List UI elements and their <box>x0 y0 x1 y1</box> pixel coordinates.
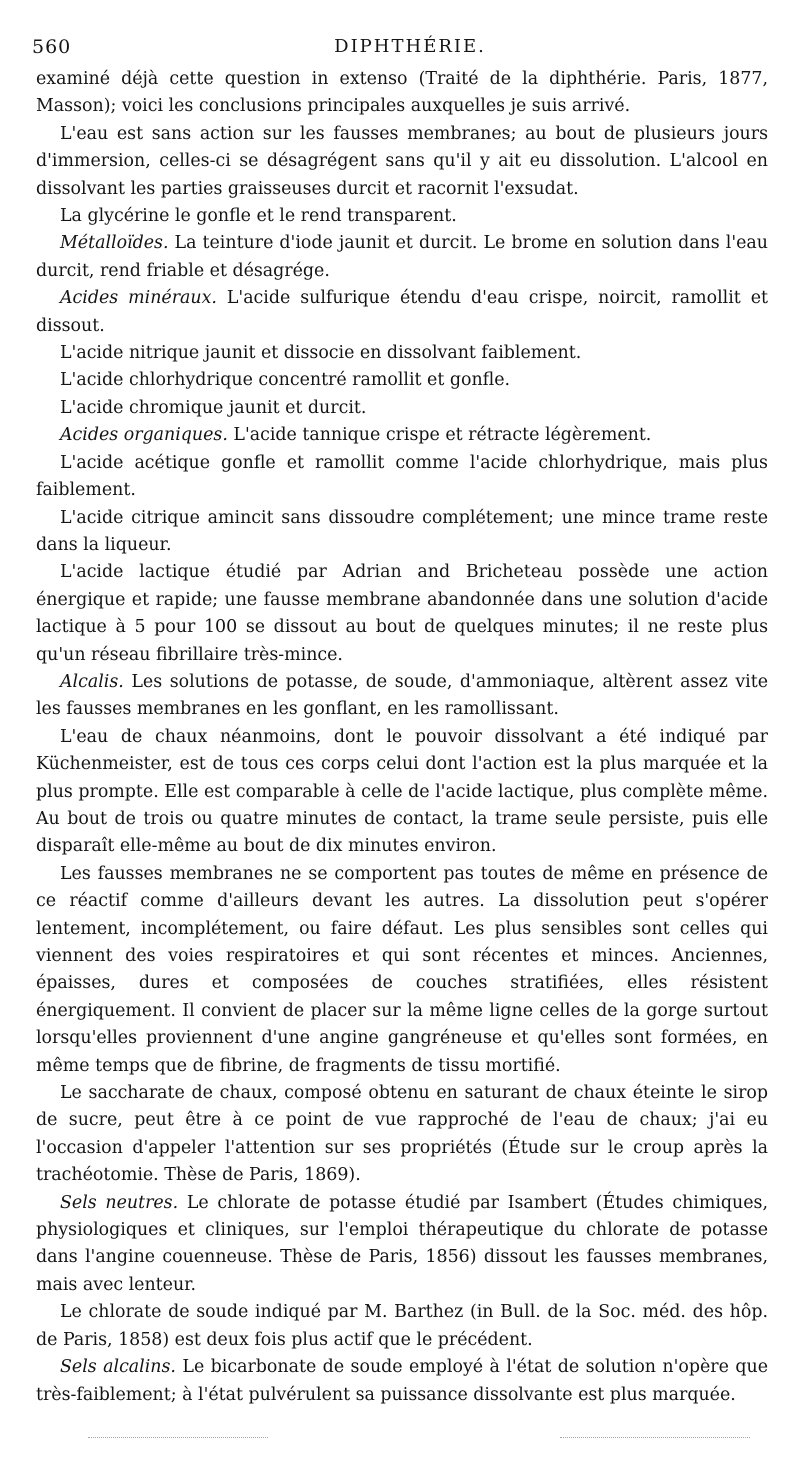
paragraph <box>36 203 768 230</box>
paragraph-text: L'acide acétique gonfle et ramollit comme l'acide chlorhydrique, mais plus faiblement. <box>36 452 768 501</box>
paragraph-text: L'eau de chaux néanmoins, dont le pouvoir dissolvant a été indiqué par Küchenmeister, est de tous ces corps celui dont l'action est la plus marquée et la plus prompte. Elle est comparable à celle de l'acide lactique, plus complète même. Au bout de trois ou quatre minutes de contact, la trame seule persiste, puis elle disparaît elle-même au bout de dix minutes environ. <box>36 726 768 857</box>
paragraph-text: La teinture d'iode jaunit et durcit. Le brome en solution dans l'eau durcit, rend friable et désagrége. <box>36 233 768 281</box>
paragraph-lead: Métalloïdes. <box>60 233 169 254</box>
paragraph <box>36 230 768 285</box>
paragraph-text: L'acide tannique crispe et rétracte légèrement. <box>227 425 652 446</box>
paragraph-text: L'eau est sans action sur les fausses membranes; au bout de plusieurs jours d'immersion, celles-ci se désagrégent sans qu'il y ait eu dissolution. L'alcool en dissolvant les parties graisseuses durcit et racornit l'exsudat. <box>36 123 768 199</box>
paragraph-lead: Sels neutres. <box>60 1192 179 1213</box>
paragraph <box>36 285 768 340</box>
paragraph-lead: Sels alcalins. <box>60 1357 176 1378</box>
paragraph <box>36 367 768 394</box>
body-text <box>36 66 768 1409</box>
paragraph-text: L'acide sulfurique étendu d'eau crispe, noircit, ramollit et dissout. <box>36 288 769 336</box>
paragraph-lead: Alcalis. <box>60 671 124 692</box>
paragraph <box>36 1354 768 1409</box>
paragraph <box>36 450 768 505</box>
footer-divider <box>560 1437 750 1438</box>
paragraph-lead: Acides organiques. <box>60 425 228 446</box>
page-header <box>30 36 790 60</box>
footer-divider <box>88 1437 268 1438</box>
paragraph-text: Les fausses membranes ne se comportent pas toutes de même en présence de ce réactif comme d'ailleurs devant les autres. La dissolution peut s'opérer lentement, incomplétement, ou faire défaut. Les plus sensibles sont celles qui viennent des voies respiratoires et qui sont récentes et minces. Anciennes, épaisses, dures et composées de couches stratifiées, elles résistent énergiquement. Il convient de placer sur la même ligne celles de la gorge surtout lorsqu'elles proviennent d'une angine gangréneuse et qu'elles sont formées, en même temps que de fibrine, de fragments de tissu mortifié. <box>36 863 768 1076</box>
paragraph-text: Le bicarbonate de soude employé à l'état de solution n'opère que très-faiblement; à l'état pulvérulent sa puissance dissolvante est plus marquée. <box>36 1357 768 1405</box>
paragraph <box>36 1080 768 1190</box>
paragraph-text: Le chlorate de potasse étudié par Isambert (Études chimiques, physiologiques et cliniques, sur l'emploi thérapeutique du chlorate de potasse dans l'angine couenneuse. Thèse de Paris, 1856) dissout les fausses membranes, mais avec lenteur. <box>36 1192 769 1295</box>
running-title: DIPHTHÉRIE. <box>334 36 486 57</box>
paragraph <box>36 422 768 449</box>
page-number: 560 <box>32 36 72 58</box>
paragraph-text: Le saccharate de chaux, composé obtenu en saturant de chaux éteinte le sirop de sucre, peut être à ce point de vue rapproché de l'eau de chaux; j'ai eu l'occasion d'appeler l'attention sur ses propriétés (Étude sur le croup après la trachéotomie. Thèse de Paris, 1869). <box>36 1083 768 1186</box>
paragraph <box>36 505 768 560</box>
paragraph-text: L'acide chromique jaunit et durcit. <box>60 397 367 418</box>
paragraph <box>36 1299 768 1354</box>
paragraph-text: examiné déjà cette question in extenso (Traité de la diphthérie. Paris, 1877, Masson); voici les conclusions principales auxquelles je suis arrivé. <box>36 69 768 117</box>
paragraph <box>36 395 768 422</box>
paragraph <box>36 559 768 669</box>
paragraph-text: L'acide citrique amincit sans dissoudre complétement; une mince trame reste dans la liqueur. <box>36 507 768 555</box>
paragraph-lead: Acides minéraux. <box>60 288 217 309</box>
paragraph-text: Les solutions de potasse, de soude, d'ammoniaque, altèrent assez vite les fausses membranes en les gonflant, en les ramollissant. <box>36 671 768 720</box>
paragraph-text: L'acide chlorhydrique concentré ramollit et gonfle. <box>60 370 511 391</box>
paragraph <box>36 66 768 121</box>
paragraph-text: Le chlorate de soude indiqué par M. Barthez (in Bull. de la Soc. méd. des hôp. de Paris, 1858) est deux fois plus actif que le précédent. <box>36 1302 768 1350</box>
paragraph <box>36 861 768 1080</box>
paragraph <box>36 724 768 861</box>
paragraph <box>36 1190 768 1300</box>
paragraph-text: L'acide lactique étudié par Adrian and Bricheteau possède une action énergique et rapide; une fausse membrane abandonnée dans une solution d'acide lactique à 5 pour 100 se dissout au bout de quelques minutes; il ne reste plus qu'un réseau fibrillaire très-mince. <box>36 562 768 665</box>
paragraph <box>36 340 768 367</box>
paragraph <box>36 121 768 203</box>
paragraph-text: La glycérine le gonfle et le rend transparent. <box>60 206 457 227</box>
paragraph-text: L'acide nitrique jaunit et dissocie en dissolvant faiblement. <box>60 343 582 364</box>
paragraph <box>36 669 768 724</box>
